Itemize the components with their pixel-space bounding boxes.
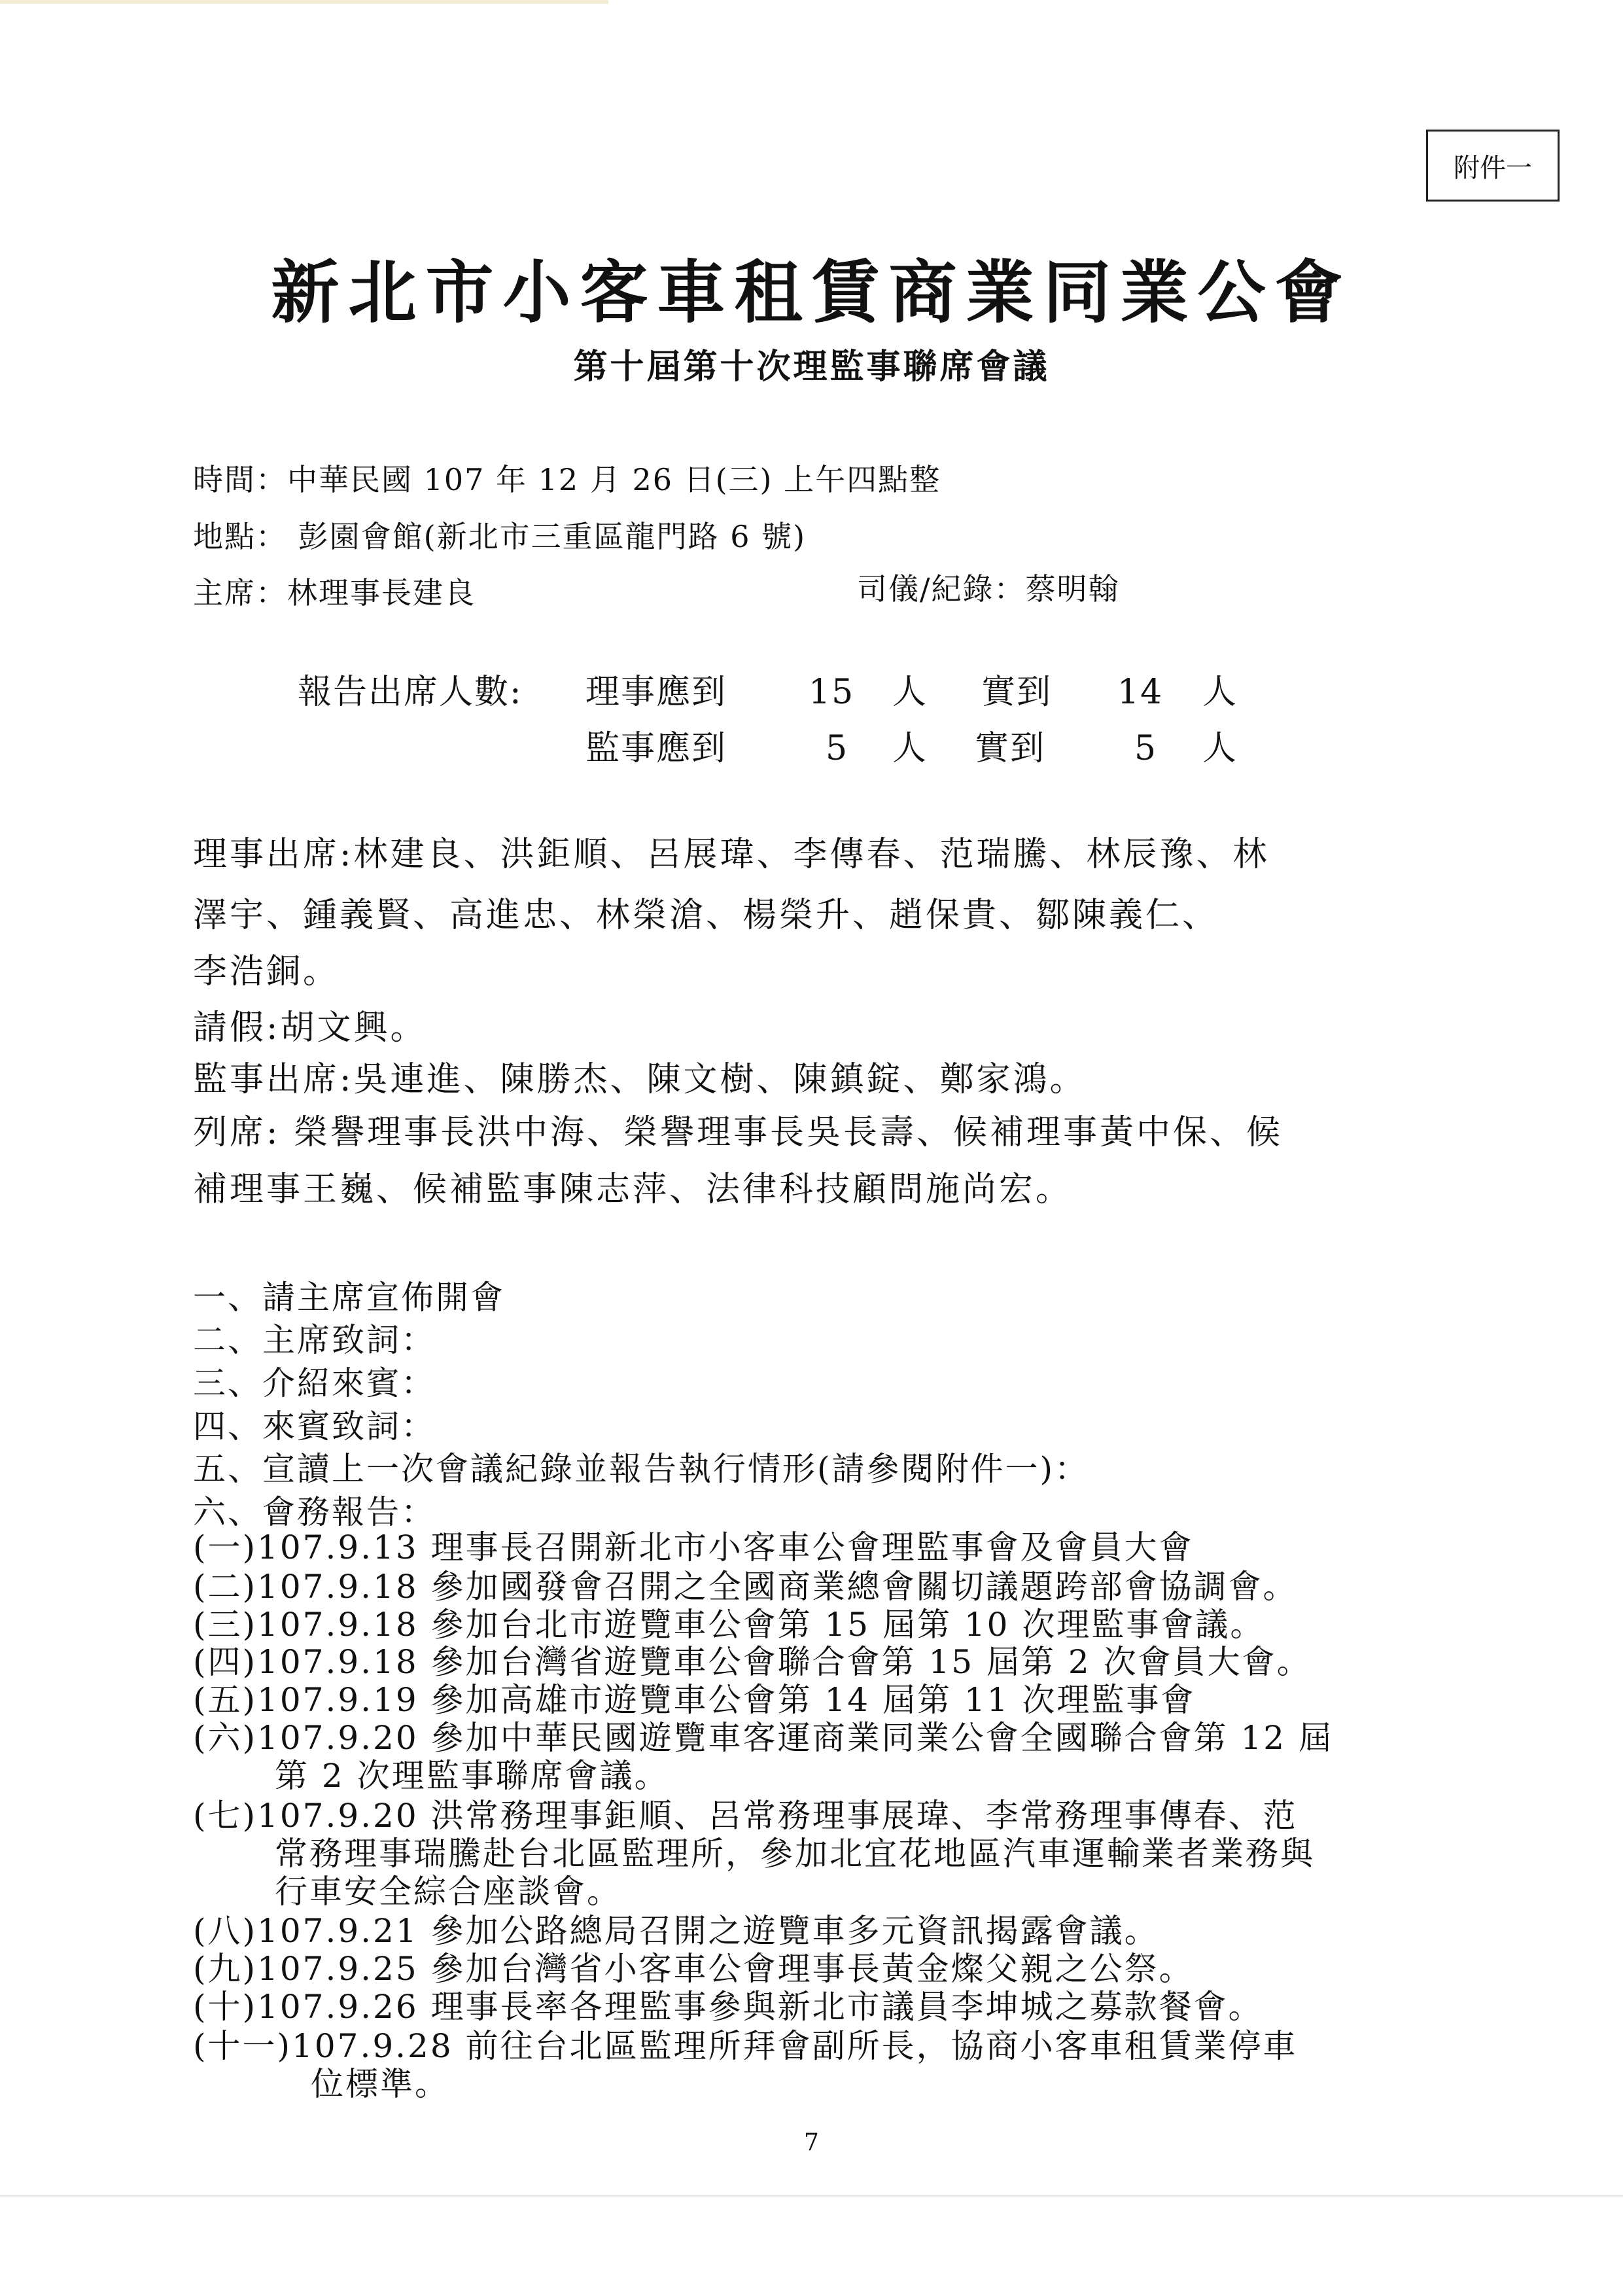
report-item-11: (十一)107.9.28 前往台北區監理所拜會副所長，協商小客車租賃業停車 (193, 2027, 1298, 2065)
meeting-place: 地點： 彭園會館(新北市三重區龍門路 6 號) (193, 519, 807, 554)
directors-present-line1: 理事出席:林建良、洪鉅順、呂展瑋、李傳春、范瑞騰、林辰豫、林 (193, 835, 1270, 874)
report-item-11-cont: 位標準。 (311, 2065, 449, 2103)
attachment-label: 附件一 (1426, 130, 1560, 202)
report-item-7-cont: 行車安全綜合座談會。 (275, 1873, 621, 1911)
directors-unit: 人 (892, 673, 928, 712)
directors-expected: 15 (809, 673, 855, 712)
attendance-label: 報告出席人數: (298, 673, 523, 712)
report-item-2: (二)107.9.18 參加國發會召開之全國商業總會關切議題跨部會協調會。 (193, 1568, 1298, 1606)
report-item-8: (八)107.9.21 參加公路總局召開之遊覽車多元資訊揭露會議。 (193, 1912, 1159, 1950)
document-subtitle: 第十屆第十次理監事聯席會議 (573, 347, 1050, 387)
report-item-5: (五)107.9.19 參加高雄市遊覽車公會第 14 屆第 11 次理監事會 (193, 1681, 1196, 1719)
report-item-1: (一)107.9.13 理事長召開新北市小客車公會理監事會及會員大會 (193, 1528, 1194, 1566)
supervisors-expected: 5 (826, 729, 849, 768)
meeting-recorder: 司儀/紀錄：蔡明翰 (857, 571, 1120, 607)
report-item-10: (十)107.9.26 理事長率各理監事參與新北市議員李坤城之募款餐會。 (193, 1988, 1263, 2026)
page-number: 7 (804, 2129, 819, 2156)
meeting-time: 時間：中華民國 107 年 12 月 26 日(三) 上午四點整 (193, 462, 941, 497)
agenda-item: 三、介紹來賓： (193, 1364, 436, 1402)
directors-role: 理事應到 (585, 673, 727, 712)
supervisors-unit: 人 (892, 729, 928, 768)
directors-present-line3: 李浩銅。 (193, 952, 340, 991)
agenda-item: 六、會務報告： (193, 1493, 436, 1531)
supervisors-present: 5 (1134, 729, 1158, 768)
meeting-chair: 主席：林理事長建良 (193, 575, 476, 610)
agenda-item: 一、請主席宣佈開會 (193, 1279, 505, 1316)
observers-line1: 列席: 榮譽理事長洪中海、榮譽理事長吳長壽、候補理事黃中保、候 (193, 1113, 1283, 1152)
page-bottom-edge (0, 2195, 1623, 2197)
directors-present: 14 (1117, 673, 1164, 712)
directors-present-line2: 澤宇、鍾義賢、高進忠、林榮滄、楊榮升、趙保貴、鄒陳義仁、 (193, 896, 1219, 935)
report-item-7: (七)107.9.20 洪常務理事鉅順、呂常務理事展瑋、李常務理事傳春、范 (193, 1797, 1298, 1835)
supervisors-role: 監事應到 (585, 729, 727, 768)
supervisors-present-line: 監事出席:吳連進、陳勝杰、陳文樹、陳鎮錠、鄭家鴻。 (193, 1060, 1087, 1099)
scan-edge-mark (0, 0, 608, 4)
supervisors-present-label: 實到 (975, 729, 1046, 768)
report-item-6-cont: 第 2 次理監事聯席會議。 (275, 1757, 669, 1795)
leave-line: 請假:胡文興。 (193, 1008, 427, 1048)
supervisors-present-unit: 人 (1202, 729, 1238, 768)
directors-present-label: 實到 (981, 673, 1053, 712)
directors-present-unit: 人 (1202, 673, 1238, 712)
report-item-9: (九)107.9.25 參加台灣省小客車公會理事長黃金燦父親之公祭。 (193, 1950, 1194, 1988)
document-title: 新北市小客車租賃商業同業公會 (271, 253, 1352, 332)
agenda-item: 五、宣讀上一次會議紀錄並報告執行情形(請參閱附件一)： (193, 1450, 1090, 1488)
agenda-item: 四、來賓致詞： (193, 1407, 436, 1445)
report-item-3: (三)107.9.18 參加台北市遊覽車公會第 15 屆第 10 次理監事會議。 (193, 1606, 1265, 1644)
observers-line2: 補理事王巍、候補監事陳志萍、法律科技顧問施尚宏。 (193, 1170, 1073, 1209)
report-item-4: (四)107.9.18 參加台灣省遊覽車公會聯合會第 15 屆第 2 次會員大會。 (193, 1643, 1312, 1681)
agenda-item: 二、主席致詞： (193, 1321, 436, 1359)
report-item-6: (六)107.9.20 參加中華民國遊覽車客運商業同業公會全國聯合會第 12 屆 (193, 1719, 1333, 1757)
report-item-7-cont: 常務理事瑞騰赴台北區監理所，參加北宜花地區汽車運輸業者業務與 (275, 1835, 1315, 1873)
